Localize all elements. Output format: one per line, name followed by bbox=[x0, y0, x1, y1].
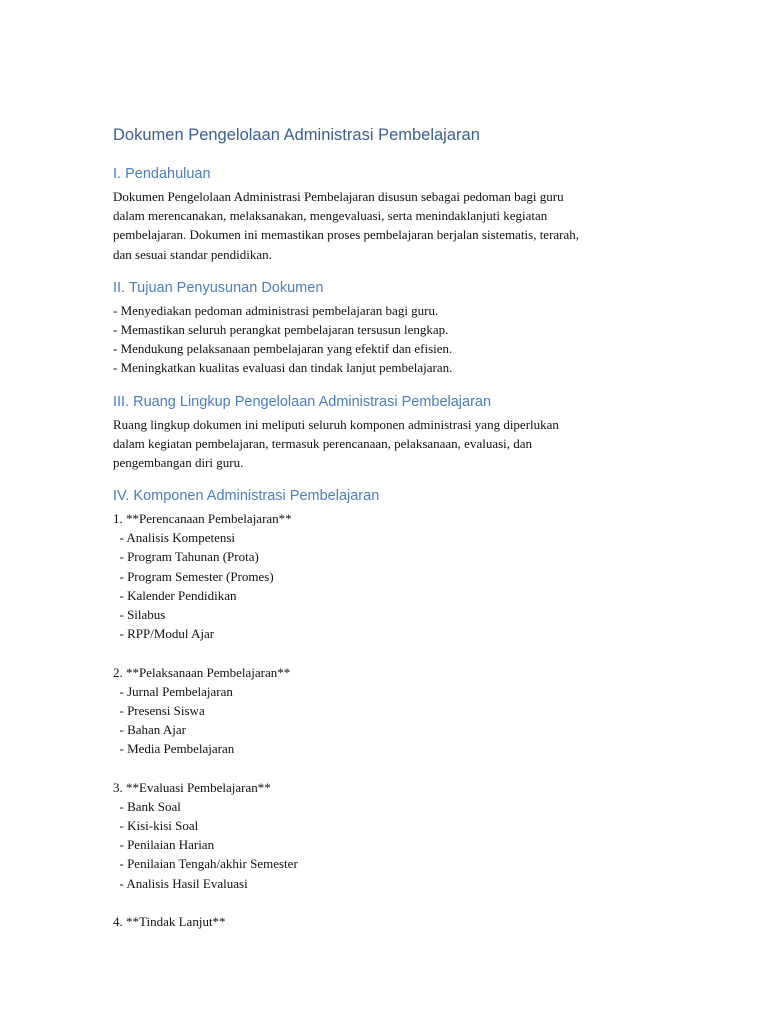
list-item: - Bahan Ajar bbox=[113, 722, 186, 738]
list-item: - Program Tahunan (Prota) bbox=[113, 549, 259, 565]
list-item: - Bank Soal bbox=[113, 798, 181, 814]
section-ruang-lingkup bbox=[113, 391, 658, 473]
list-item: - Meningkatkan kualitas evaluasi dan tindak lanjut pembelajaran. bbox=[113, 360, 453, 376]
paragraph-line: pengembangan diri guru. bbox=[113, 454, 244, 470]
list-item: - Silabus bbox=[113, 607, 166, 622]
group-tindak-lanjut bbox=[113, 912, 658, 931]
list-item: - Media Pembelajaran bbox=[113, 741, 235, 757]
document-title: Dokumen Pengelolaan Administrasi Pembelajaran bbox=[113, 126, 480, 144]
list-item: - Presensi Siswa bbox=[113, 702, 205, 718]
paragraph-line: Dokumen Pengelolaan Administrasi Pembelajaran disusun sebagai pedoman bagi guru bbox=[113, 189, 564, 204]
paragraph-line: Ruang lingkup dokumen ini meliputi seluruh komponen administrasi yang diperlukan bbox=[113, 416, 559, 432]
group-label: 3. **Evaluasi Pembelajaran** bbox=[113, 779, 271, 795]
group-label: 4. **Tindak Lanjut** bbox=[113, 914, 226, 929]
paragraph-line: dalam merencanakan, melaksanakan, mengevaluasi, serta menindaklanjuti kegiatan bbox=[113, 208, 548, 224]
paragraph-line: dalam kegiatan pembelajaran, termasuk perencanaan, pelaksanaan, evaluasi, dan bbox=[113, 435, 533, 451]
paragraph-line: pembelajaran. Dokumen ini memastikan proses pembelajaran berjalan sistematis, terarah, bbox=[113, 227, 580, 243]
section-komponen bbox=[113, 485, 658, 931]
list-item: - RPP/Modul Ajar bbox=[113, 626, 215, 642]
section-heading: I. Pendahuluan bbox=[113, 166, 211, 182]
group-label: 1. **Perencanaan Pembelajaran** bbox=[113, 511, 292, 527]
section-pendahuluan bbox=[113, 163, 658, 264]
group-perencanaan bbox=[113, 509, 658, 643]
list-item: - Analisis Kompetensi bbox=[113, 530, 236, 546]
section-tujuan bbox=[113, 277, 658, 378]
list-item: - Memastikan seluruh perangkat pembelajaran tersusun lengkap. bbox=[113, 321, 449, 337]
group-pelaksanaan bbox=[113, 663, 658, 759]
section-heading: IV. Komponen Administrasi Pembelajaran bbox=[113, 488, 380, 505]
document-page bbox=[113, 123, 658, 931]
list-item: - Mendukung pelaksanaan pembelajaran yang efektif dan efisien. bbox=[113, 341, 453, 357]
section-heading: II. Tujuan Penyusunan Dokumen bbox=[113, 279, 324, 296]
list-item: - Program Semester (Promes) bbox=[113, 568, 274, 584]
paragraph-line: dan sesuai standar pendidikan. bbox=[113, 246, 272, 262]
list-item: - Jurnal Pembelajaran bbox=[113, 683, 233, 699]
list-item: - Analisis Hasil Evaluasi bbox=[113, 875, 248, 891]
list-item: - Menyediakan pedoman administrasi pembelajaran bagi guru. bbox=[113, 302, 439, 318]
list-item: - Penilaian Tengah/akhir Semester bbox=[113, 856, 298, 872]
group-evaluasi bbox=[113, 778, 658, 893]
section-heading: III. Ruang Lingkup Pengelolaan Administrasi Pembelajaran bbox=[113, 393, 492, 410]
list-item: - Kisi-kisi Soal bbox=[113, 818, 199, 834]
list-item: - Penilaian Harian bbox=[113, 837, 215, 853]
group-label: 2. **Pelaksanaan Pembelajaran** bbox=[113, 664, 291, 680]
list-item: - Kalender Pendidikan bbox=[113, 587, 237, 603]
